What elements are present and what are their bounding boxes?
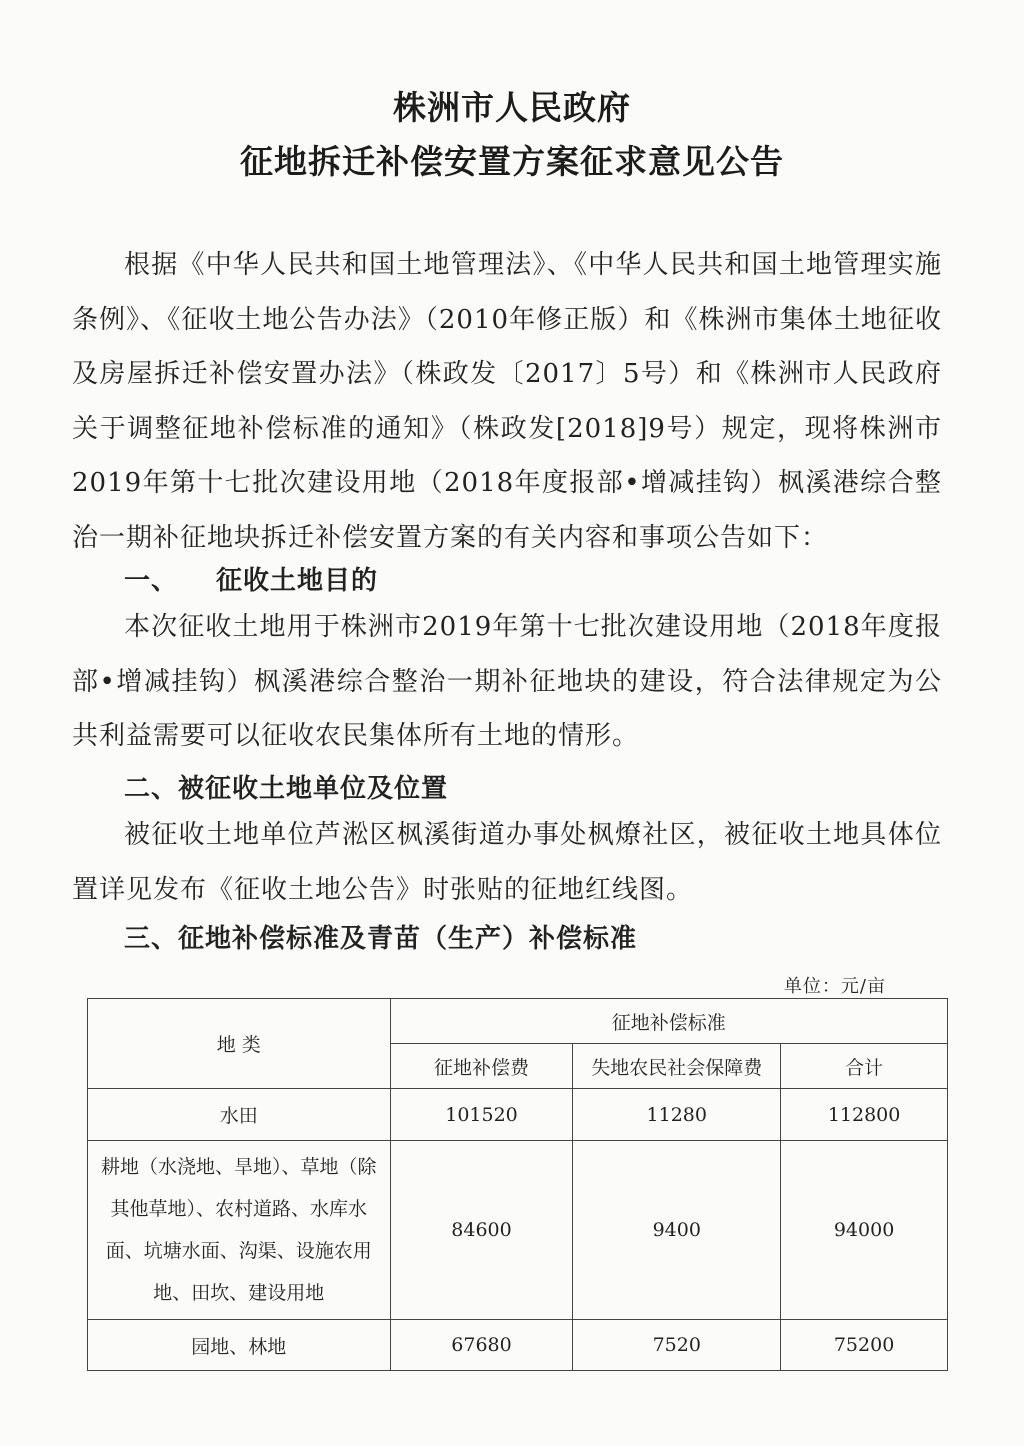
compensation-fee-cell: 84600 <box>390 1141 573 1320</box>
land-type-cell: 耕地（水浇地、旱地）、草地（除其他草地）、农村道路、水库水面、坑塘水面、沟渠、设施农用地、田坎、建设用地 <box>88 1141 391 1320</box>
section-1-heading <box>124 560 378 597</box>
section-1-title: 征收土地目的 <box>216 566 379 596</box>
total-cell: 112800 <box>781 1089 948 1141</box>
section-1-body: 本次征收土地用于株洲市2019年第十七批次建设用地（2018年度报部•增减挂钩）枫溪港综合整治一期补征地块的建设，符合法律规定为公共利益需要可以征收农民集体所有土地的情形。 <box>72 612 942 751</box>
intro-paragraph: 根据《中华人民共和国土地管理法》、《中华人民共和国土地管理实施条例》、《征收土地公告办法》（2010年修正版）和《株洲市集体土地征收及房屋拆迁补偿安置办法》（株政发〔2017〕5号）和《株洲市人民政府关于调整征地补偿标准的通知》（株政发[2018]9号）规定，现将株洲市2019年第十七批次建设用地（2018年度报部•增减挂钩）枫溪港综合整治一期补征地块拆迁补偿安置方案的有关内容和事项公告如下： <box>72 250 942 553</box>
total-cell: 75200 <box>781 1320 948 1371</box>
header-land-type: 地 类 <box>88 999 391 1089</box>
table-row <box>88 1320 948 1371</box>
table-row <box>88 1141 948 1320</box>
document-title-line2: 征地拆迁补偿安置方案征求意见公告 <box>240 142 784 181</box>
compensation-fee-cell: 101520 <box>390 1089 573 1141</box>
land-type-cell: 园地、林地 <box>88 1320 391 1371</box>
compensation-table <box>87 998 948 1371</box>
social-security-fee-cell: 11280 <box>573 1089 781 1141</box>
header-total: 合计 <box>781 1044 948 1089</box>
section-2-heading: 二、被征收土地单位及位置 <box>124 774 449 804</box>
section-2-body: 被征收土地单位芦淞区枫溪街道办事处枫燎社区，被征收土地具体位置详见发布《征收土地公告》时张贴的征地红线图。 <box>72 820 942 905</box>
header-social-security-fee: 失地农民社会保障费 <box>573 1044 781 1089</box>
section-1-number: 一、 <box>124 566 179 596</box>
table-row <box>88 1089 948 1141</box>
compensation-fee-cell: 67680 <box>390 1320 573 1371</box>
table-unit-label: 单位：元/亩 <box>783 976 886 997</box>
table-header-row <box>88 999 948 1044</box>
total-cell: 94000 <box>781 1141 948 1320</box>
social-security-fee-cell: 9400 <box>573 1141 781 1320</box>
header-compensation-standard: 征地补偿标准 <box>390 999 947 1044</box>
land-type-cell: 水田 <box>88 1089 391 1141</box>
document-title-line1: 株洲市人民政府 <box>393 88 631 127</box>
header-compensation-fee: 征地补偿费 <box>390 1044 573 1089</box>
social-security-fee-cell: 7520 <box>573 1320 781 1371</box>
section-3-heading: 三、征地补偿标准及青苗（生产）补偿标准 <box>124 924 638 954</box>
